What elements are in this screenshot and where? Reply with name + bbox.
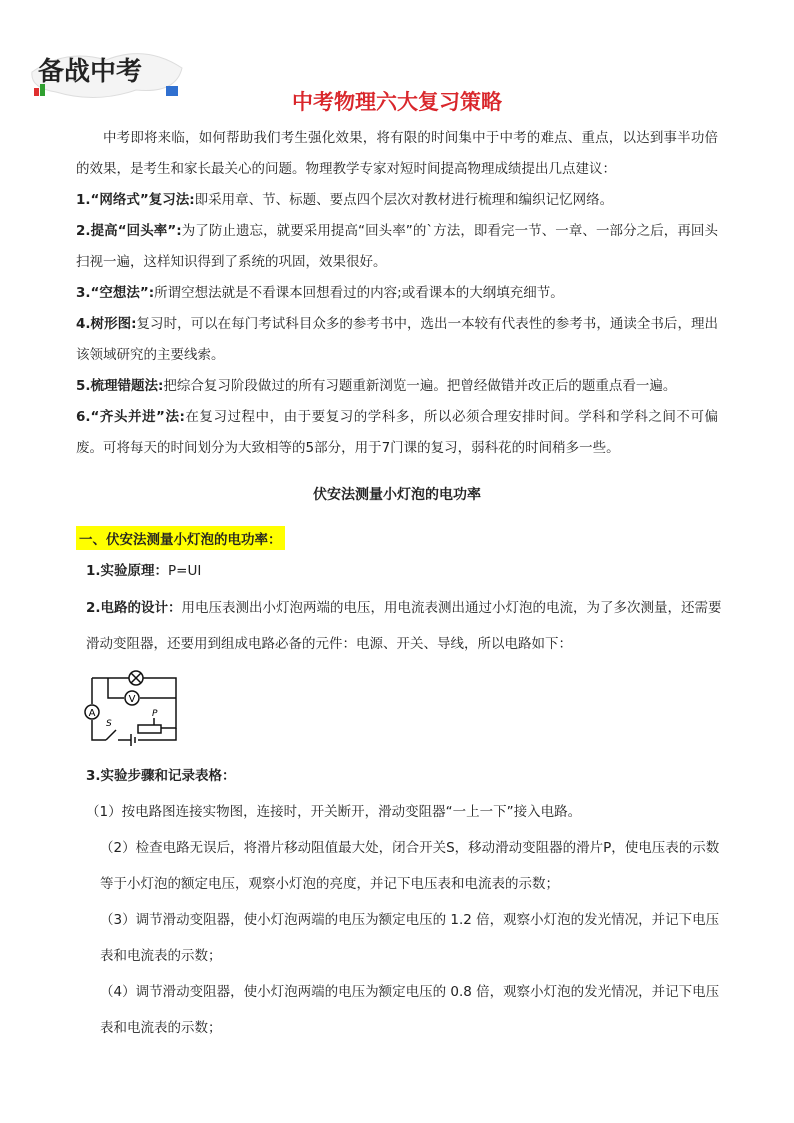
tip-item: 4.树形图:复习时，可以在每门考试科目众多的参考书中，选出一本较有代表性的参考书，通读全书后，理出该领域研究的主要线索。 [76,316,719,363]
principle-line: 1.实验原理：P=UI [86,563,202,579]
slider-label: P [152,709,158,719]
steps-heading: 3.实验步骤和记录表格： [86,768,236,784]
tip-item: 5.梳理错题法:把综合复习阶段做过的所有习题重新浏览一遍。把曾经做错并改正后的题重点看一遍。 [76,378,677,394]
step-item: （2）检查电路无误后，将滑片移动阻值最大处，闭合开关S，移动滑动变阻器的滑片P，使电压表的示数等于小灯泡的额定电压，观察小灯泡的亮度，并记下电压表和电流表的示数； [100,840,720,892]
step-item: （1）按电路图连接实物图，连接时，开关断开，滑动变阻器“一上一下”接入电路。 [86,804,582,820]
steps-list [86,794,726,1046]
logo-text: 备战中考 [38,57,143,87]
step-item: （3）调节滑动变阻器，使小灯泡两端的电压为额定电压的 1.2 倍，观察小灯泡的发光情况，并记下电压表和电流表的示数； [100,912,720,964]
design-paragraph: 2.电路的设计：用电压表测出小灯泡两端的电压，用电流表测出通过小灯泡的电流，为了多次测量，还需要滑动变阻器，还要用到组成电路必备的元件：电源、开关、导线，所以电路如下： [86,600,722,652]
ammeter-label: A [88,708,96,719]
page-title: 中考物理六大复习策略 [292,90,502,114]
strategy-section [76,123,718,464]
tip-item: 1.“网络式”复习法:即采用章、节、标题、要点四个层次对教材进行梳理和编织记忆网络。 [76,192,614,208]
switch-label: S [106,719,112,729]
voltmeter-label: V [128,694,136,705]
tip-item: 3.“空想法”:所谓空想法就是不看课本回想看过的内容;或看课本的大纲填充细节。 [76,285,564,301]
circuit-diagram [76,668,186,748]
tip-item: 2.提高“回头率”:为了防止遗忘，就要采用提高“回头率”的`方法，即看完一节、一章、一部分之后，再回头扫视一遍，这样知识得到了系统的巩固，效果很好。 [76,223,718,270]
highlighted-heading: 一、伏安法测量小灯泡的电功率： [76,526,285,550]
tip-item: 6.“齐头并进”法:在复习过程中，由于要复习的学科多，所以必须合理安排时间。学科和学科之间不可偏废。可将每天的时间划分为大致相等的5部分，用于7门课的复习，弱科花的时间稍多一些。 [76,409,718,456]
intro-paragraph: 中考即将来临，如何帮助我们考生强化效果，将有限的时间集中于中考的难点、重点，以达到事半功倍的效果，是考生和家长最关心的问题。物理教学专家对短时间提高物理成绩提出几点建议： [76,130,718,177]
step-item: （4）调节滑动变阻器，使小灯泡两端的电压为额定电压的 0.8 倍，观察小灯泡的发光情况，并记下电压表和电流表的示数； [100,984,720,1036]
section-subtitle: 伏安法测量小灯泡的电功率 [313,487,481,503]
